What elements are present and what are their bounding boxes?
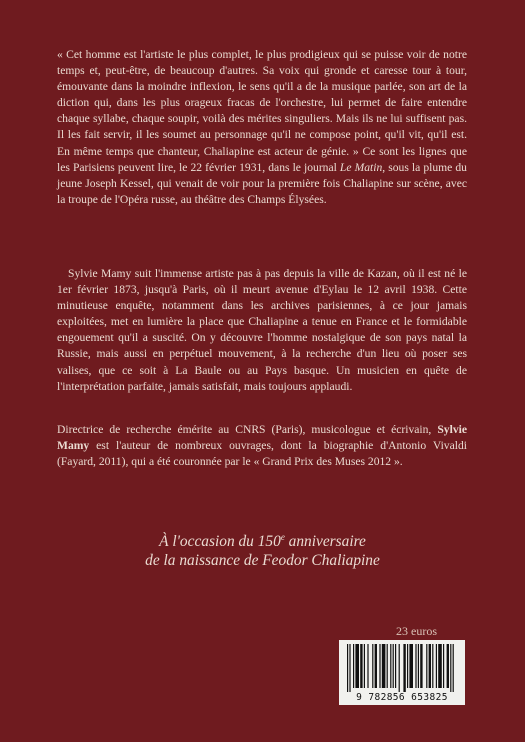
dedication-line-1 xyxy=(0,528,525,551)
quote-context-text: , sous la plume du jeune Joseph Kessel, qui venait de voir pour la première fois Chaliapine sur scène, avec la troupe de l'Opéra russe, au théâtre des Champs Élysées. xyxy=(57,160,467,206)
dedication-line-1-end: anniversaire xyxy=(284,533,366,551)
isbn-barcode xyxy=(339,640,465,705)
isbn-digits: 9 782856 653825 xyxy=(356,692,448,703)
dedication-line-1-start: À l'occasion du 150 xyxy=(159,533,281,551)
barcode-bars-icon xyxy=(345,644,459,692)
kessel-quote-text: « Cet homme est l'artiste le plus complet, le plus prodigieux qui se puisse voir de notre temps et, peut-être, de beaucoup d'autres. Sa voix qui gronde et caresse tour à tour, émouvante dans la moindre inflexion, le sens qu'il a de la musique parlée, son art de la diction qui, dans les plus orageux fracas de l'orchestre, lui permet de faire entendre chaque syllabe, chaque soupir, voilà des mérites singuliers. Mais ils ne lui suffisent pas. Il les fait servir, il les soumet au personnage qu'il ne compose point, qu'il vit, qu'il est. En même temps que chanteur, Chaliapine est acteur de génie. » Ce sont les lignes que les Parisiens peuvent lire, le 22 février 1931, dans le journal xyxy=(57,48,467,174)
synopsis-paragraph-1 xyxy=(57,47,467,208)
synopsis-paragraph-2: Sylvie Mamy suit l'immense artiste pas à pas depuis la ville de Kazan, où il est né le 1er février 1873, jusqu'à Paris, où il meurt avenue d'Eylau le 12 avril 1938. Cette minutieuse enquête, notamment dans les archives parisiennes, à ce jour jamais exploitées, met en lumière la place que Chaliapine a tenue en France et le formidable engouement qu'il a suscité. On y découvre l'homme nostalgique de son pays natal la Russie, mais aussi en perpétuel mouvement, à la recherche d'un lieu où poser ses valises, que ce soit à La Baule ou au Pays basque. Un musicien en quête de l'interprétation parfaite, jamais satisfait, mais toujours applaudi. xyxy=(57,267,467,393)
author-bio-intro: Directrice de recherche émérite au CNRS (Paris), musicologue et écrivain, xyxy=(57,423,438,436)
author-bio-paragraph xyxy=(57,422,467,470)
dedication-ordinal: e xyxy=(280,532,285,542)
author-bio-rest: est l'auteur de nombreux ouvrages, dont la biographie d'Antonio Vivaldi (Fayard, 2011), qui a été couronnée par le « Grand Prix des Muses 2012 ». xyxy=(57,439,467,469)
author-name: Sylvie Mamy xyxy=(57,423,467,453)
dedication-line-2: de la naissance de Feodor Chaliapine xyxy=(145,552,380,570)
price-label: 23 euros xyxy=(396,624,437,638)
anniversary-dedication xyxy=(0,528,525,570)
newspaper-title: Le Matin xyxy=(339,160,383,174)
